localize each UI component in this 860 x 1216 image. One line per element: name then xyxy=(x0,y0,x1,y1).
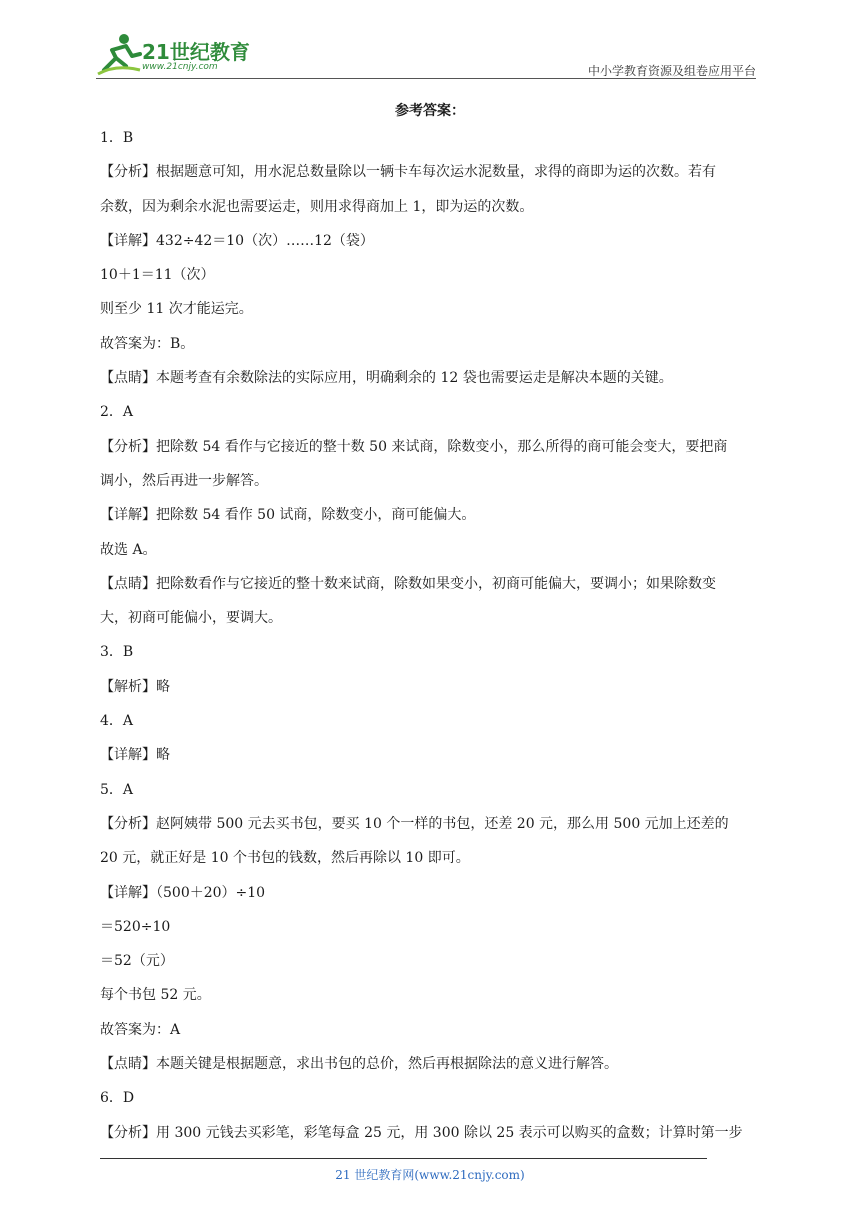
answer-line: 【分析】用 300 元钱去买彩笔，彩笔每盒 25 元，用 300 除以 25 表示可以购买的盒数；计算时第一步 xyxy=(100,1124,743,1141)
answer-line: 10＋1＝11（次） xyxy=(100,267,215,284)
answer-line: 6．D xyxy=(100,1090,135,1107)
answer-line: 故选 A。 xyxy=(100,541,157,558)
answer-line: 【点睛】本题关键是根据题意，求出书包的总价，然后再根据除法的意义进行解答。 xyxy=(100,1056,618,1073)
answer-line: 【分析】把除数 54 看作与它接近的整十数 50 来试商，除数变小，那么所得的商可能会变大，要把商 xyxy=(100,438,728,455)
footer-divider xyxy=(100,1158,707,1159)
answer-line: 【详解】把除数 54 看作 50 试商，除数变小，商可能偏大。 xyxy=(100,507,476,524)
footer-text[interactable]: 21 世纪教育网(www.21cnjy.com) xyxy=(335,1168,525,1182)
page-header xyxy=(96,30,756,80)
answer-line: 故答案为：B。 xyxy=(100,335,195,352)
answer-line: 调小，然后再进一步解答。 xyxy=(100,472,268,489)
answer-line: 【详解】（500＋20）÷10 xyxy=(100,884,266,901)
answer-line: 20 元，就正好是 10 个书包的钱数，然后再除以 10 即可。 xyxy=(100,850,470,867)
answer-line: 【点睛】本题考查有余数除法的实际应用，明确剩余的 12 袋也需要运走是解决本题的关键。 xyxy=(100,370,673,387)
answer-line: 大，初商可能偏小，要调大。 xyxy=(100,610,282,627)
answer-line: 2．A xyxy=(100,404,134,421)
answer-line: 每个书包 52 元。 xyxy=(100,987,211,1004)
page-title: 参考答案： xyxy=(395,103,465,119)
answer-line: 则至少 11 次才能运完。 xyxy=(100,301,253,318)
runner-logo-icon xyxy=(96,30,142,76)
answer-line: 【分析】根据题意可知，用水泥总数量除以一辆卡车每次运水泥数量，求得的商即为运的次数。若有 xyxy=(100,164,716,181)
answer-line: 【点睛】把除数看作与它接近的整十数来试商，除数如果变小，初商可能偏大，要调小；如果除数变 xyxy=(100,575,716,592)
answer-line: 【分析】赵阿姨带 500 元去买书包，要买 10 个一样的书包，还差 20 元，那么用 500 元加上还差的 xyxy=(100,815,729,832)
answer-line: 故答案为：A xyxy=(100,1021,181,1038)
answer-line: 4．A xyxy=(100,713,134,730)
answer-line: 余数，因为剩余水泥也需要运走，则用求得商加上 1，即为运的次数。 xyxy=(100,198,534,215)
logo xyxy=(96,30,266,78)
logo-url: www.21cnjy.com xyxy=(142,62,218,72)
answer-line: 【解析】略 xyxy=(100,678,170,695)
answer-line: 1．B xyxy=(100,130,134,146)
answer-line: 【详解】略 xyxy=(100,747,170,764)
answer-line: 【详解】432÷42＝10（次）……12（袋） xyxy=(100,232,374,249)
logo-text: 21世纪教育 xyxy=(142,40,250,64)
platform-name: 中小学教育资源及组卷应用平台 xyxy=(587,64,756,78)
answer-line: 5．A xyxy=(100,781,134,798)
answer-content xyxy=(100,128,765,1157)
answer-line: ＝52（元） xyxy=(100,953,174,970)
answer-line: 3．B xyxy=(100,644,134,661)
answer-line: ＝520÷10 xyxy=(100,918,171,935)
header-divider xyxy=(96,78,756,79)
